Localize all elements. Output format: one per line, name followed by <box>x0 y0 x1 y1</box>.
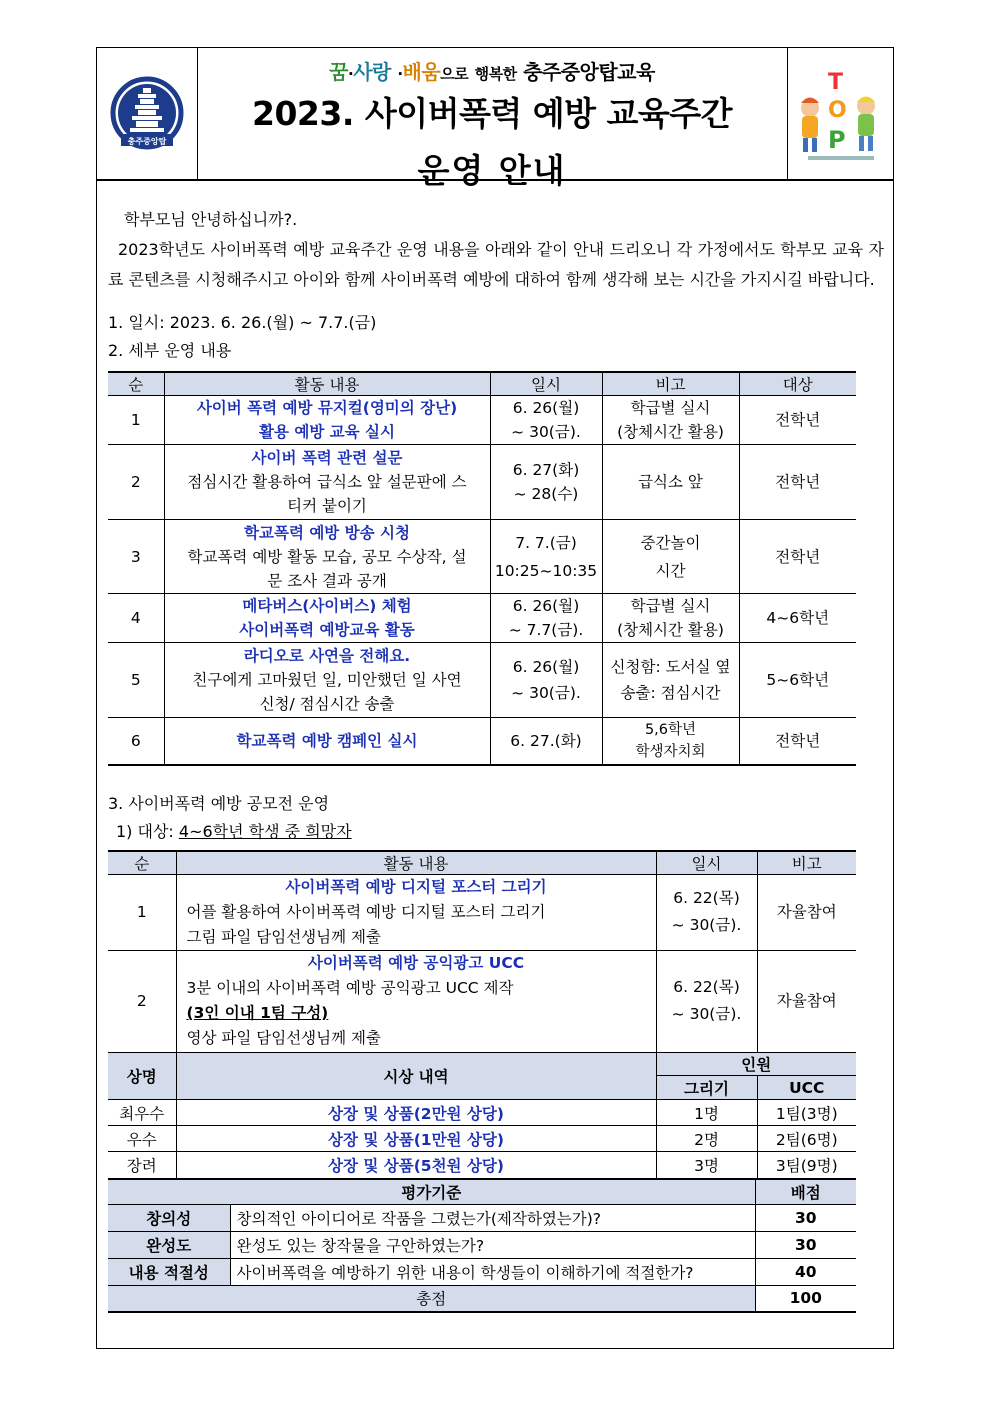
note-line-1: 학급별 실시 <box>630 597 711 615</box>
row-no: 4 <box>108 594 164 643</box>
date-start: 6. 22(목) <box>673 889 740 907</box>
row-no: 6 <box>108 718 164 765</box>
award-draw: 1명 <box>656 1100 757 1126</box>
table-row <box>108 396 856 445</box>
total-score: 100 <box>789 1289 822 1308</box>
header <box>97 48 893 190</box>
criteria-score: 40 <box>794 1263 817 1281</box>
slogan-euro: 으로 <box>440 65 469 83</box>
row-note <box>602 643 739 718</box>
note-line-1: 급식소 앞 <box>638 473 703 491</box>
award-detail: 상장 및 상품(1만원 상당) <box>176 1126 656 1152</box>
section-3-target-line <box>108 818 884 846</box>
award-draw: 3명 <box>656 1152 757 1178</box>
note-line-2: 송출: 점심시간 <box>620 684 721 702</box>
row-activity <box>164 718 490 765</box>
note-line-2: (창체시간 활용) <box>617 621 724 639</box>
slogan-edu: 충주중앙탑교육 <box>523 60 655 84</box>
mascot-cell <box>787 48 893 179</box>
criteria-score: 30 <box>794 1209 817 1227</box>
section-1-date: 1. 일시: 2023. 6. 26.(월) ~ 7.7.(금) <box>108 313 377 332</box>
row-no: 2 <box>108 950 176 1052</box>
row-note <box>602 718 739 765</box>
awards-header-name: 상명 <box>108 1053 176 1100</box>
activity-title: 메타버스(사이버스) 체험 <box>242 597 412 615</box>
date-start: 6. 27(화) <box>512 461 580 479</box>
col-header-note: 비고 <box>757 851 856 875</box>
activity-line: 3분 이내의 사이버폭력 예방 공익광고 UCC 제작 <box>186 979 514 998</box>
award-name: 장려 <box>108 1152 176 1178</box>
criteria-desc: 완성도 있는 창작물을 구안하였는가? <box>230 1232 755 1259</box>
row-no: 1 <box>108 396 164 445</box>
date-end: ~ 7.7(금). <box>508 621 584 639</box>
slogan-dot: · <box>348 65 354 83</box>
activity-title: 학교폭력 예방 캠페인 실시 <box>236 731 418 750</box>
activity-title: 사이버 폭력 관련 설문 <box>251 449 403 467</box>
slogan-happy: 행복한 <box>474 65 517 83</box>
table-row <box>108 1232 856 1259</box>
target-label: 1) 대상: <box>116 821 174 841</box>
date-start: 6. 27.(화) <box>510 731 582 750</box>
awards-table <box>108 1052 856 1178</box>
row-note: 자율참여 <box>776 991 837 1010</box>
awards-header-detail: 시상 내역 <box>176 1053 656 1100</box>
date-end: ~ 30(금). <box>671 916 742 934</box>
criteria-name: 창의성 <box>108 1205 230 1232</box>
row-date <box>490 643 602 718</box>
schedule-table <box>108 371 856 766</box>
criteria-table <box>108 1178 856 1313</box>
col-header-no: 순 <box>108 372 164 396</box>
row-no: 2 <box>108 445 164 520</box>
note-line-1: 신청함: 도서실 옆 <box>610 658 731 676</box>
row-activity <box>164 396 490 445</box>
criteria-header: 평가기준 <box>108 1179 755 1205</box>
row-target: 4~6학년 <box>766 609 830 627</box>
date-start: 6. 22(목) <box>673 978 740 997</box>
col-header-no: 순 <box>108 851 176 875</box>
row-date <box>490 718 602 765</box>
greeting: 학부모님 안녕하십니까?. <box>124 210 298 229</box>
row-note <box>602 594 739 643</box>
award-detail: 상장 및 상품(5천원 상당) <box>176 1152 656 1178</box>
awards-header-count: 인원 <box>656 1053 856 1076</box>
slogan-dream: 꿈 <box>329 60 348 84</box>
activity-title: 학교폭력 예방 방송 시청 <box>244 523 410 542</box>
row-date <box>490 520 602 594</box>
criteria-desc: 창의적인 아이디어로 작품을 그렸는가(제작하였는가)? <box>230 1205 755 1232</box>
section-3-title: 3. 사이버폭력 예방 공모전 운영 <box>108 793 330 813</box>
criteria-name: 내용 적절성 <box>108 1259 230 1286</box>
slogan-learning: 배움 <box>402 60 441 84</box>
activity-line: (3인 이내 1팀 구성) <box>186 1004 329 1023</box>
row-activity <box>164 594 490 643</box>
note-line-1: 5,6학년 <box>644 721 697 738</box>
awards-header-ucc: UCC <box>757 1076 856 1100</box>
contest-table <box>108 850 856 1053</box>
criteria-score: 30 <box>794 1236 817 1254</box>
row-activity <box>164 643 490 718</box>
activity-line: 그림 파일 담임선생님께 제출 <box>186 927 381 946</box>
page-subtitle: 운영 안내 <box>417 151 567 190</box>
table-row <box>108 1100 856 1126</box>
date-end: ~ 30(금). <box>671 1005 742 1024</box>
table-row <box>108 1259 856 1286</box>
col-header-date: 일시 <box>656 851 757 875</box>
activity-title-2: 사이버폭력 예방교육 활동 <box>239 621 415 639</box>
award-ucc: 1팀(3명) <box>775 1104 838 1123</box>
row-no: 5 <box>108 643 164 718</box>
date-end: ~ 30(금). <box>511 684 581 702</box>
row-activity <box>164 445 490 520</box>
col-header-target: 대상 <box>739 372 856 396</box>
date-end: 10:25~10:35 <box>494 561 598 580</box>
table-row <box>108 874 856 950</box>
row-no: 3 <box>108 520 164 594</box>
row-no: 1 <box>108 874 176 950</box>
note-line-2: (창체시간 활용) <box>617 423 724 441</box>
slogan-dot: · <box>397 65 403 83</box>
activity-line: 어플 활용하여 사이버폭력 예방 디지털 포스터 그리기 <box>186 902 546 921</box>
row-date <box>490 594 602 643</box>
activity-line: 영상 파일 담임선생님께 제출 <box>186 1029 381 1048</box>
award-detail: 상장 및 상품(2만원 상당) <box>176 1100 656 1126</box>
section-2-title: 2. 세부 운영 내용 <box>108 341 232 360</box>
slogan-love: 사랑 <box>353 60 391 84</box>
award-ucc: 3팀(9명) <box>775 1156 838 1175</box>
row-target: 전학년 <box>775 547 821 566</box>
mascot-letter-o: O <box>828 98 847 123</box>
award-name: 우수 <box>108 1126 176 1152</box>
row-note: 자율참여 <box>776 902 837 921</box>
award-ucc: 2팀(6명) <box>775 1130 838 1149</box>
row-note <box>602 445 739 520</box>
activity-title-2: 활용 예방 교육 실시 <box>259 423 395 441</box>
activity-desc: 학교폭력 예방 활동 모습, 공모 수상작, 설문 조사 결과 공개 <box>187 547 467 590</box>
logo-text: 충주중앙탑 <box>127 137 167 146</box>
slogan <box>197 56 787 85</box>
col-header-date: 일시 <box>490 372 602 396</box>
table-row <box>108 1126 856 1152</box>
note-line-2: 학생자치회 <box>635 743 706 760</box>
row-target: 전학년 <box>775 411 821 429</box>
table-row <box>108 950 856 1052</box>
document-body <box>108 205 884 1313</box>
table-row <box>108 1205 856 1232</box>
awards-header-draw: 그리기 <box>656 1076 757 1100</box>
activity-title: 사이버폭력 예방 디지털 포스터 그리기 <box>285 877 547 896</box>
row-activity <box>176 874 656 950</box>
row-target: 전학년 <box>775 473 821 491</box>
row-date <box>490 445 602 520</box>
table-row <box>108 445 856 520</box>
criteria-desc: 사이버폭력을 예방하기 위한 내용이 학생들이 이해하기에 적절한가? <box>230 1259 755 1286</box>
logo-cell <box>97 48 198 179</box>
mascot-letter-p: P <box>828 126 846 154</box>
row-date <box>490 396 602 445</box>
date-start: 6. 26(월) <box>512 399 580 417</box>
col-header-activity: 활동 내용 <box>164 372 490 396</box>
intro-text: 2023학년도 사이버폭력 예방 교육주간 운영 내용을 아래와 같이 안내 드리오니 각 가정에서도 학부모 교육 자료 콘텐츠를 시청해주시고 아이와 함께 사이버폭력 예방에 대하여 함께 생각해 보는 시간을 가지시길 바랍니다. <box>108 240 884 289</box>
award-name: 최우수 <box>108 1100 176 1126</box>
table-row <box>108 718 856 765</box>
table-row <box>108 1152 856 1178</box>
col-header-activity: 활동 내용 <box>176 851 656 875</box>
award-draw: 2명 <box>656 1126 757 1152</box>
row-target: 전학년 <box>775 731 821 750</box>
activity-title: 라디오로 사연을 전해요. <box>243 647 411 665</box>
criteria-name: 완성도 <box>108 1232 230 1259</box>
date-start: 7. 7.(금) <box>515 533 577 552</box>
activity-title: 사이버 폭력 예방 뮤지컬(영미의 장난) <box>196 399 458 417</box>
date-end: ~ 30(금). <box>511 423 581 441</box>
school-logo <box>97 48 197 179</box>
score-header: 배점 <box>755 1179 856 1205</box>
activity-desc: 점심시간 활용하여 급식소 앞 설문판에 스티커 붙이기 <box>187 473 467 515</box>
row-activity <box>176 950 656 1052</box>
date-end: ~ 28(수) <box>513 485 579 503</box>
col-header-note: 비고 <box>602 372 739 396</box>
table-row <box>108 520 856 594</box>
date-start: 6. 26(월) <box>512 597 580 615</box>
note-line-2: 시간 <box>655 561 686 580</box>
note-line-1: 학급별 실시 <box>630 399 711 417</box>
row-date <box>656 874 757 950</box>
row-date <box>656 950 757 1052</box>
activity-title: 사이버폭력 예방 공익광고 UCC <box>307 954 525 973</box>
note-line-1: 중간놀이 <box>640 533 701 552</box>
row-activity <box>164 520 490 594</box>
date-start: 6. 26(월) <box>512 658 580 676</box>
mascot-letter-t: T <box>828 70 844 95</box>
table-row <box>108 643 856 718</box>
table-row <box>108 594 856 643</box>
target-value: 4~6학년 학생 중 희망자 <box>178 821 352 841</box>
page-title: 2023. 사이버폭력 예방 교육주간 <box>251 94 732 133</box>
row-note <box>602 520 739 594</box>
activity-desc: 친구에게 고마웠던 일, 미안했던 일 사연 신청/ 점심시간 송출 <box>192 671 462 713</box>
title-cell <box>197 48 787 190</box>
total-label: 총점 <box>108 1286 755 1312</box>
row-target: 5~6학년 <box>766 671 830 689</box>
row-note <box>602 396 739 445</box>
